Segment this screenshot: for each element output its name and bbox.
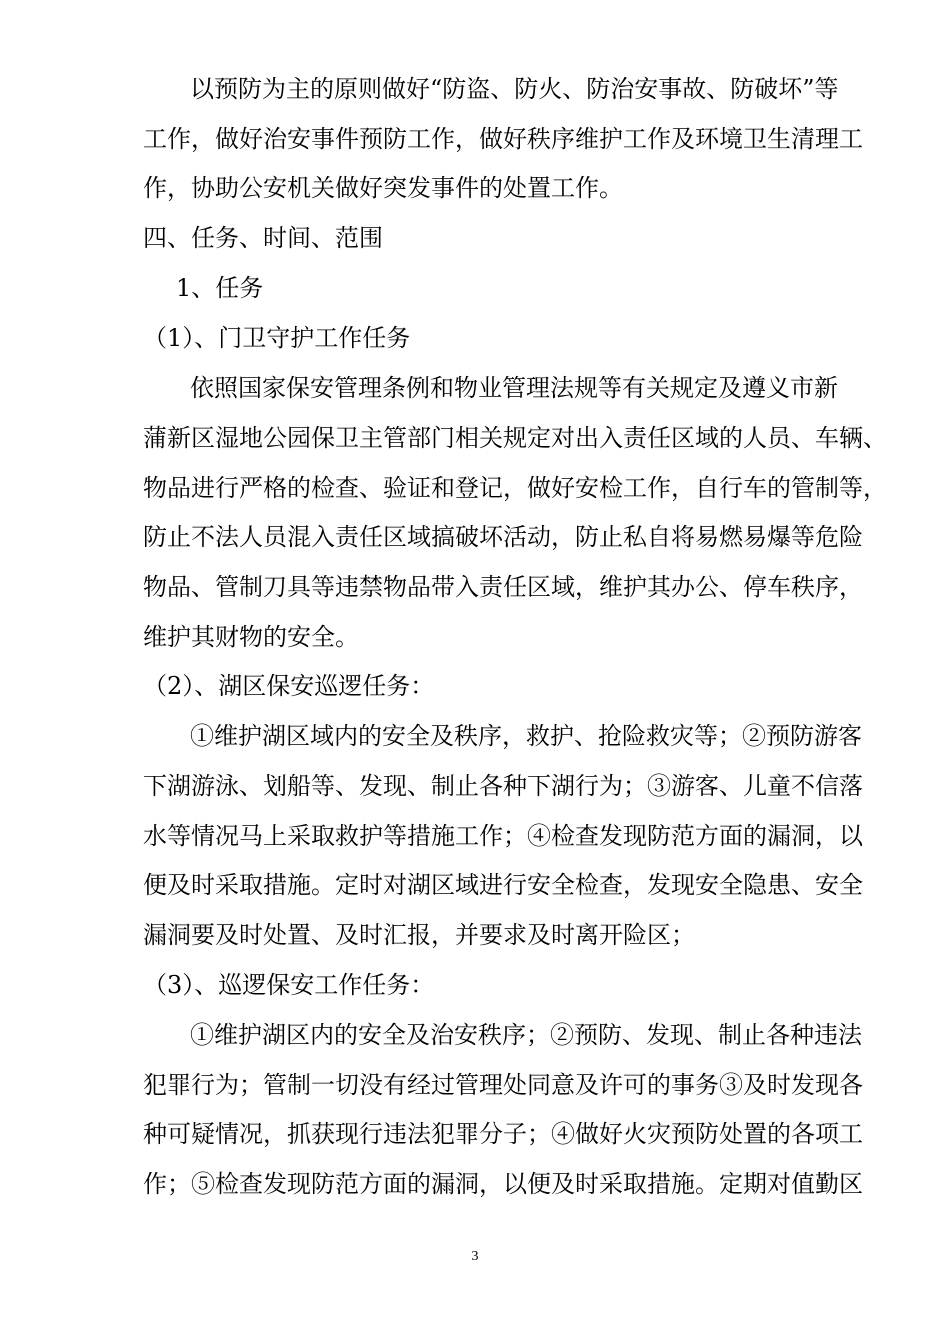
- page-number: 3: [471, 1249, 479, 1264]
- text-line: 水等情况马上采取救护等措施工作；④检查发现防范方面的漏洞，以: [143, 822, 863, 850]
- section-heading: 四、任务、时间、范围: [143, 224, 383, 252]
- item-heading: （2）、湖区保安巡逻任务：: [143, 672, 435, 700]
- item-heading: （1）、门卫守护工作任务: [143, 324, 411, 352]
- text-line: 物品进行严格的检查、验证和登记，做好安检工作，自行车的管制等，: [143, 474, 887, 502]
- text-line: 作，协助公安机关做好突发事件的处置工作。: [143, 174, 623, 202]
- subsection-heading: 1、任务: [176, 274, 264, 302]
- text-line: 防止不法人员混入责任区域搞破坏活动，防止私自将易燃易爆等危险: [143, 523, 863, 551]
- text-line: 下湖游泳、划船等、发现、制止各种下湖行为；③游客、儿童不信落: [143, 772, 863, 800]
- text-line: 漏洞要及时处置、及时汇报，并要求及时离开险区；: [143, 921, 695, 949]
- text-line: 便及时采取措施。定时对湖区域进行安全检查，发现安全隐患、安全: [143, 871, 863, 899]
- text-line: 以预防为主的原则做好“防盗、防火、防治安事故、防破坏”等: [190, 75, 839, 103]
- text-line: 蒲新区湿地公园保卫主管部门相关规定对出入责任区域的人员、车辆、: [143, 424, 887, 452]
- text-line: 工作，做好治安事件预防工作，做好秩序维护工作及环境卫生清理工: [143, 125, 863, 153]
- text-line: 作；⑤检查发现防范方面的漏洞，以便及时采取措施。定期对值勤区: [143, 1170, 863, 1198]
- text-line: ①维护湖区内的安全及治安秩序；②预防、发现、制止各种违法: [190, 1021, 862, 1049]
- item-heading: （3）、巡逻保安工作任务：: [143, 971, 435, 999]
- text-line: 依照国家保安管理条例和物业管理法规等有关规定及遵义市新: [190, 374, 838, 402]
- text-line: 种可疑情况，抓获现行违法犯罪分子；④做好火灾预防处置的各项工: [143, 1120, 863, 1148]
- text-line: 犯罪行为；管制一切没有经过管理处同意及许可的事务③及时发现各: [143, 1071, 863, 1099]
- text-line: 维护其财物的安全。: [143, 623, 359, 651]
- text-line: ①维护湖区域内的安全及秩序，救护、抢险救灾等；②预防游客: [190, 722, 862, 750]
- text-line: 物品、管制刀具等违禁物品带入责任区域，维护其办公、停车秩序，: [143, 573, 863, 601]
